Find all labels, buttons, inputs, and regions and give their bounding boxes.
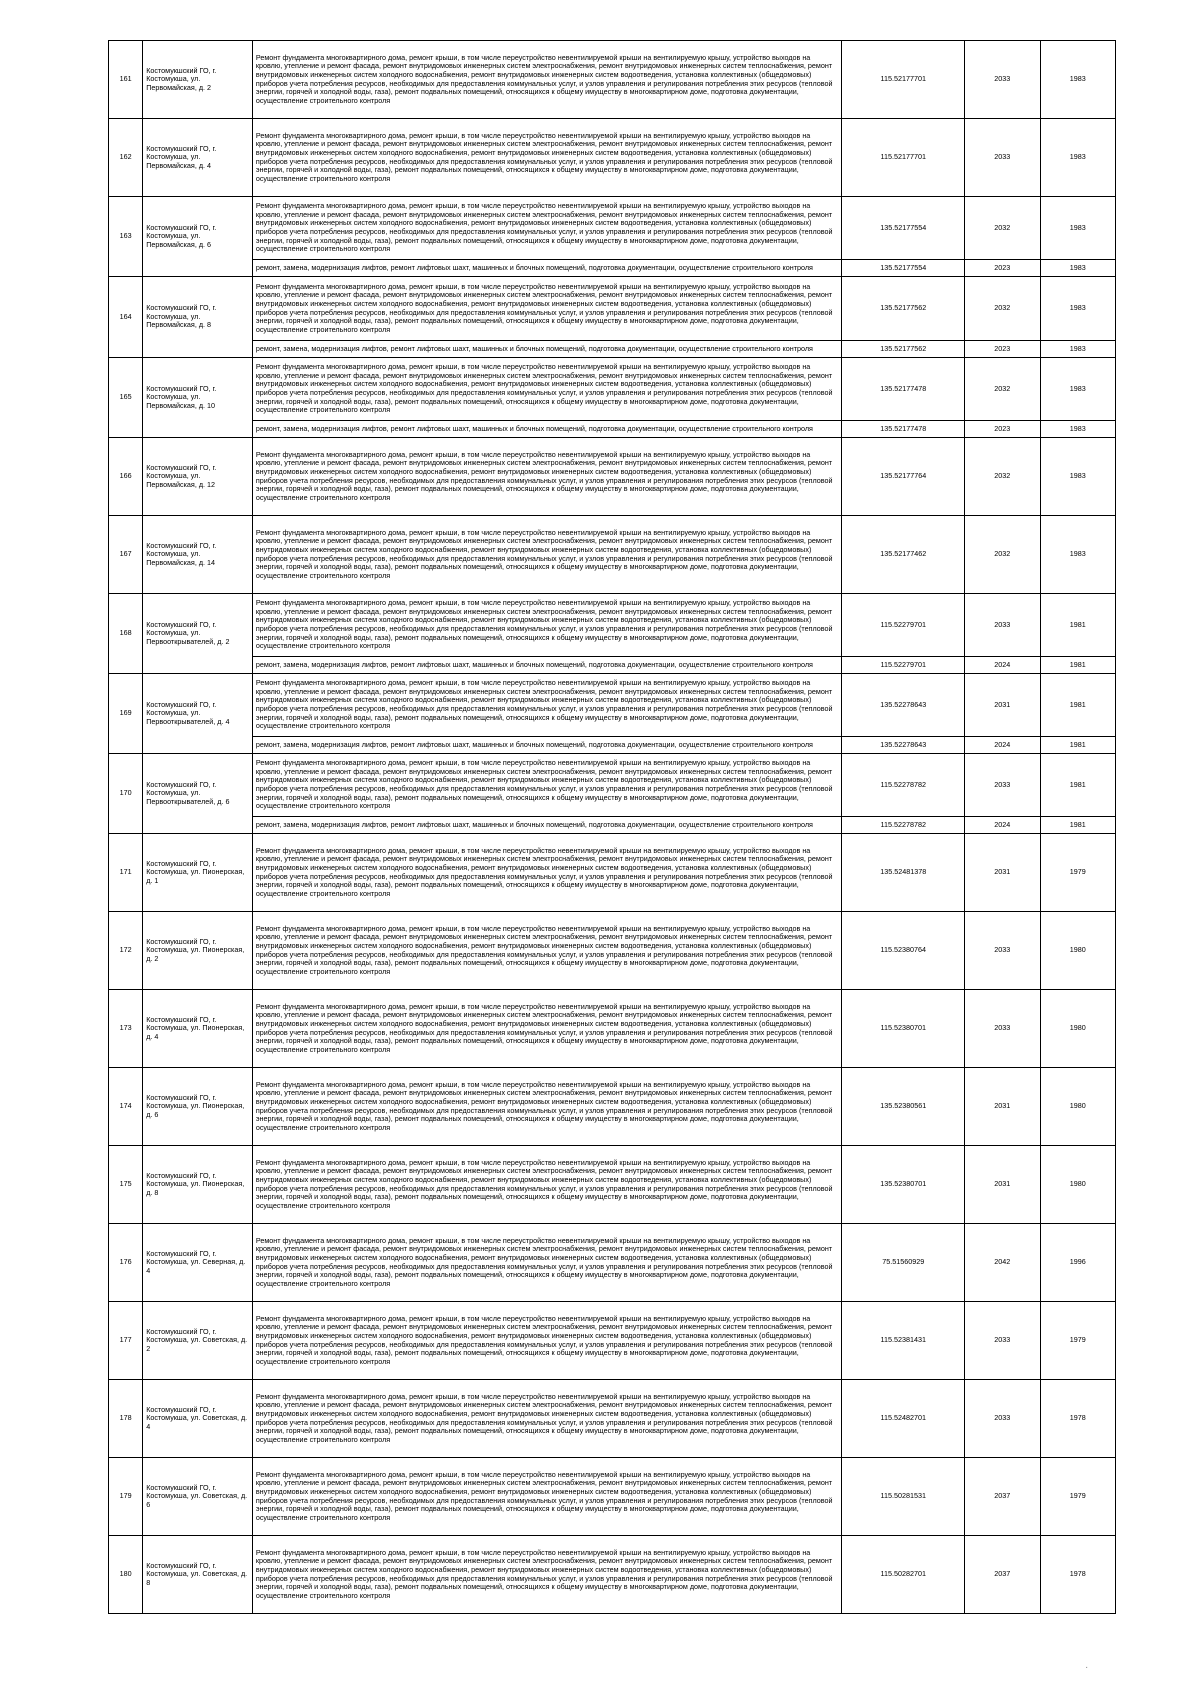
planned-year: 2032 <box>965 438 1040 516</box>
unit-cost: 115.52482701 <box>842 1380 965 1458</box>
build-year: 1978 <box>1040 1536 1116 1614</box>
planned-year: 2031 <box>965 1068 1040 1146</box>
table-row <box>109 197 1116 260</box>
table-row <box>109 754 1116 817</box>
planned-year: 2031 <box>965 834 1040 912</box>
house-address: Костомукшский ГО, г. Костомукша, ул. Пионерская, д. 2 <box>143 912 253 990</box>
row-number: 162 <box>109 119 143 197</box>
works-description: Ремонт фундамента многоквартирного дома, ремонт крыши, в том числе переустройство невентилируемой крыши на вентилируемую крышу, устройство выходов на кровлю, утепление и ремонт фасада, ремонт внутридомовых инженерных систем электроснабжения, ремонт внутридомовых инженерных систем теплоснабжения, ремонт внутридомовых инженерных систем холодного водоснабжения, ремонт внутридомовых инженерных систем водоотведения, установка коллективных (общедомовых) приборов учета потребления ресурсов, необходимых для предоставления коммунальных услуг, и узлов управления и регулирования потребления этих ресурсов (тепловой энергии, горячей и холодной воды, газа), ремонт подвальных помещений, относящихся к общему имуществу в многоквартирном доме, подготовка документации, осуществление строительного контроля <box>252 197 842 260</box>
table-row-lift <box>109 657 1116 674</box>
unit-cost: 115.52380764 <box>842 912 965 990</box>
unit-cost: 135.52177764 <box>842 438 965 516</box>
works-description: Ремонт фундамента многоквартирного дома, ремонт крыши, в том числе переустройство невентилируемой крыши на вентилируемую крышу, устройство выходов на кровлю, утепление и ремонт фасада, ремонт внутридомовых инженерных систем электроснабжения, ремонт внутридомовых инженерных систем теплоснабжения, ремонт внутридомовых инженерных систем холодного водоснабжения, ремонт внутридомовых инженерных систем водоотведения, установка коллективных (общедомовых) приборов учета потребления ресурсов, необходимых для предоставления коммунальных услуг, и узлов управления и регулирования потребления этих ресурсов (тепловой энергии, горячей и холодной воды, газа), ремонт подвальных помещений, относящихся к общему имуществу в многоквартирном доме, подготовка документации, осуществление строительного контроля <box>252 1380 842 1458</box>
table-row-lift <box>109 421 1116 438</box>
row-number: 170 <box>109 754 143 834</box>
build-year: 1981 <box>1040 674 1116 737</box>
row-number: 176 <box>109 1224 143 1302</box>
lift-planned-year: 2024 <box>965 737 1040 754</box>
row-number: 169 <box>109 674 143 754</box>
lift-build-year: 1981 <box>1040 657 1116 674</box>
works-description: Ремонт фундамента многоквартирного дома, ремонт крыши, в том числе переустройство невентилируемой крыши на вентилируемую крышу, устройство выходов на кровлю, утепление и ремонт фасада, ремонт внутридомовых инженерных систем электроснабжения, ремонт внутридомовых инженерных систем теплоснабжения, ремонт внутридомовых инженерных систем холодного водоснабжения, ремонт внутридомовых инженерных систем водоотведения, установка коллективных (общедомовых) приборов учета потребления ресурсов, необходимых для предоставления коммунальных услуг, и узлов управления и регулирования потребления этих ресурсов (тепловой энергии, горячей и холодной воды, газа), ремонт подвальных помещений, относящихся к общему имуществу в многоквартирном доме, подготовка документации, осуществление строительного контроля <box>252 516 842 594</box>
table-row <box>109 1380 1116 1458</box>
lift-unit-cost: 135.52177562 <box>842 341 965 358</box>
works-description: Ремонт фундамента многоквартирного дома, ремонт крыши, в том числе переустройство невентилируемой крыши на вентилируемую крышу, устройство выходов на кровлю, утепление и ремонт фасада, ремонт внутридомовых инженерных систем электроснабжения, ремонт внутридомовых инженерных систем теплоснабжения, ремонт внутридомовых инженерных систем холодного водоснабжения, ремонт внутридомовых инженерных систем водоотведения, установка коллективных (общедомовых) приборов учета потребления ресурсов, необходимых для предоставления коммунальных услуг, и узлов управления и регулирования потребления этих ресурсов (тепловой энергии, горячей и холодной воды, газа), ремонт подвальных помещений, относящихся к общему имуществу в многоквартирном доме, подготовка документации, осуществление строительного контроля <box>252 1224 842 1302</box>
house-address: Костомукшский ГО, г. Костомукша, ул. Первооткрывателей, д. 2 <box>143 594 253 674</box>
planned-year: 2037 <box>965 1536 1040 1614</box>
planned-year: 2032 <box>965 277 1040 341</box>
table-row <box>109 516 1116 594</box>
row-number: 163 <box>109 197 143 277</box>
row-number: 167 <box>109 516 143 594</box>
build-year: 1980 <box>1040 912 1116 990</box>
lift-works-description: ремонт, замена, модернизация лифтов, ремонт лифтовых шахт, машинных и блочных помещений, подготовка документации, осуществление строительного контроля <box>252 421 842 438</box>
lift-build-year: 1981 <box>1040 737 1116 754</box>
lift-works-description: ремонт, замена, модернизация лифтов, ремонт лифтовых шахт, машинных и блочных помещений, подготовка документации, осуществление строительного контроля <box>252 737 842 754</box>
build-year: 1983 <box>1040 358 1116 421</box>
lift-unit-cost: 135.52278643 <box>842 737 965 754</box>
build-year: 1979 <box>1040 1458 1116 1536</box>
table-row <box>109 119 1116 197</box>
build-year: 1980 <box>1040 990 1116 1068</box>
row-number: 168 <box>109 594 143 674</box>
lift-build-year: 1981 <box>1040 817 1116 834</box>
works-description: Ремонт фундамента многоквартирного дома, ремонт крыши, в том числе переустройство невентилируемой крыши на вентилируемую крышу, устройство выходов на кровлю, утепление и ремонт фасада, ремонт внутридомовых инженерных систем электроснабжения, ремонт внутридомовых инженерных систем теплоснабжения, ремонт внутридомовых инженерных систем холодного водоснабжения, ремонт внутридомовых инженерных систем водоотведения, установка коллективных (общедомовых) приборов учета потребления ресурсов, необходимых для предоставления коммунальных услуг, и узлов управления и регулирования потребления этих ресурсов (тепловой энергии, горячей и холодной воды, газа), ремонт подвальных помещений, относящихся к общему имуществу в многоквартирном доме, подготовка документации, осуществление строительного контроля <box>252 1536 842 1614</box>
lift-unit-cost: 115.52279701 <box>842 657 965 674</box>
lift-build-year: 1983 <box>1040 421 1116 438</box>
unit-cost: 135.52177562 <box>842 277 965 341</box>
build-year: 1983 <box>1040 438 1116 516</box>
row-number: 172 <box>109 912 143 990</box>
house-address: Костомукшский ГО, г. Костомукша, ул. Пионерская, д. 1 <box>143 834 253 912</box>
table-row <box>109 1068 1116 1146</box>
table-row <box>109 1146 1116 1224</box>
lift-planned-year: 2023 <box>965 421 1040 438</box>
row-number: 171 <box>109 834 143 912</box>
unit-cost: 135.52177478 <box>842 358 965 421</box>
row-number: 180 <box>109 1536 143 1614</box>
lift-unit-cost: 135.52177554 <box>842 260 965 277</box>
planned-year: 2032 <box>965 197 1040 260</box>
build-year: 1983 <box>1040 41 1116 119</box>
house-address: Костомукшский ГО, г. Костомукша, ул. Советская, д. 4 <box>143 1380 253 1458</box>
planned-year: 2031 <box>965 674 1040 737</box>
build-year: 1979 <box>1040 834 1116 912</box>
works-description: Ремонт фундамента многоквартирного дома, ремонт крыши, в том числе переустройство невентилируемой крыши на вентилируемую крышу, устройство выходов на кровлю, утепление и ремонт фасада, ремонт внутридомовых инженерных систем электроснабжения, ремонт внутридомовых инженерных систем теплоснабжения, ремонт внутридомовых инженерных систем холодного водоснабжения, ремонт внутридомовых инженерных систем водоотведения, установка коллективных (общедомовых) приборов учета потребления ресурсов, необходимых для предоставления коммунальных услуг, и узлов управления и регулирования потребления этих ресурсов (тепловой энергии, горячей и холодной воды, газа), ремонт подвальных помещений, относящихся к общему имуществу в многоквартирном доме, подготовка документации, осуществление строительного контроля <box>252 1458 842 1536</box>
house-address: Костомукшский ГО, г. Костомукша, ул. Первомайская, д. 14 <box>143 516 253 594</box>
works-description: Ремонт фундамента многоквартирного дома, ремонт крыши, в том числе переустройство невентилируемой крыши на вентилируемую крышу, устройство выходов на кровлю, утепление и ремонт фасада, ремонт внутридомовых инженерных систем электроснабжения, ремонт внутридомовых инженерных систем теплоснабжения, ремонт внутридомовых инженерных систем холодного водоснабжения, ремонт внутридомовых инженерных систем водоотведения, установка коллективных (общедомовых) приборов учета потребления ресурсов, необходимых для предоставления коммунальных услуг, и узлов управления и регулирования потребления этих ресурсов (тепловой энергии, горячей и холодной воды, газа), ремонт подвальных помещений, относящихся к общему имуществу в многоквартирном доме, подготовка документации, осуществление строительного контроля <box>252 277 842 341</box>
house-address: Костомукшский ГО, г. Костомукша, ул. Первомайская, д. 6 <box>143 197 253 277</box>
row-number: 166 <box>109 438 143 516</box>
works-description: Ремонт фундамента многоквартирного дома, ремонт крыши, в том числе переустройство невентилируемой крыши на вентилируемую крышу, устройство выходов на кровлю, утепление и ремонт фасада, ремонт внутридомовых инженерных систем электроснабжения, ремонт внутридомовых инженерных систем теплоснабжения, ремонт внутридомовых инженерных систем холодного водоснабжения, ремонт внутридомовых инженерных систем водоотведения, установка коллективных (общедомовых) приборов учета потребления ресурсов, необходимых для предоставления коммунальных услуг, и узлов управления и регулирования потребления этих ресурсов (тепловой энергии, горячей и холодной воды, газа), ремонт подвальных помещений, относящихся к общему имуществу в многоквартирном доме, подготовка документации, осуществление строительного контроля <box>252 119 842 197</box>
unit-cost: 115.52380701 <box>842 990 965 1068</box>
works-description: Ремонт фундамента многоквартирного дома, ремонт крыши, в том числе переустройство невентилируемой крыши на вентилируемую крышу, устройство выходов на кровлю, утепление и ремонт фасада, ремонт внутридомовых инженерных систем электроснабжения, ремонт внутридомовых инженерных систем теплоснабжения, ремонт внутридомовых инженерных систем холодного водоснабжения, ремонт внутридомовых инженерных систем водоотведения, установка коллективных (общедомовых) приборов учета потребления ресурсов, необходимых для предоставления коммунальных услуг, и узлов управления и регулирования потребления этих ресурсов (тепловой энергии, горячей и холодной воды, газа), ремонт подвальных помещений, относящихся к общему имуществу в многоквартирном доме, подготовка документации, осуществление строительного контроля <box>252 594 842 657</box>
row-number: 179 <box>109 1458 143 1536</box>
build-year: 1980 <box>1040 1146 1116 1224</box>
planned-year: 2032 <box>965 358 1040 421</box>
unit-cost: 135.52380561 <box>842 1068 965 1146</box>
unit-cost: 115.50281531 <box>842 1458 965 1536</box>
table-row <box>109 1536 1116 1614</box>
table-row <box>109 438 1116 516</box>
planned-year: 2037 <box>965 1458 1040 1536</box>
planned-year: 2033 <box>965 990 1040 1068</box>
unit-cost: 115.52279701 <box>842 594 965 657</box>
planned-year: 2033 <box>965 1380 1040 1458</box>
works-description: Ремонт фундамента многоквартирного дома, ремонт крыши, в том числе переустройство невентилируемой крыши на вентилируемую крышу, устройство выходов на кровлю, утепление и ремонт фасада, ремонт внутридомовых инженерных систем электроснабжения, ремонт внутридомовых инженерных систем теплоснабжения, ремонт внутридомовых инженерных систем холодного водоснабжения, ремонт внутридомовых инженерных систем водоотведения, установка коллективных (общедомовых) приборов учета потребления ресурсов, необходимых для предоставления коммунальных услуг, и узлов управления и регулирования потребления этих ресурсов (тепловой энергии, горячей и холодной воды, газа), ремонт подвальных помещений, относящихся к общему имуществу в многоквартирном доме, подготовка документации, осуществление строительного контроля <box>252 754 842 817</box>
table-row-lift <box>109 737 1116 754</box>
unit-cost: 135.52278643 <box>842 674 965 737</box>
build-year: 1978 <box>1040 1380 1116 1458</box>
planned-year: 2033 <box>965 912 1040 990</box>
unit-cost: 115.52177701 <box>842 41 965 119</box>
house-address: Костомукшский ГО, г. Костомукша, ул. Первомайская, д. 4 <box>143 119 253 197</box>
lift-works-description: ремонт, замена, модернизация лифтов, ремонт лифтовых шахт, машинных и блочных помещений, подготовка документации, осуществление строительного контроля <box>252 260 842 277</box>
house-address: Костомукшский ГО, г. Костомукша, ул. Первооткрывателей, д. 4 <box>143 674 253 754</box>
works-description: Ремонт фундамента многоквартирного дома, ремонт крыши, в том числе переустройство невентилируемой крыши на вентилируемую крышу, устройство выходов на кровлю, утепление и ремонт фасада, ремонт внутридомовых инженерных систем электроснабжения, ремонт внутридомовых инженерных систем теплоснабжения, ремонт внутридомовых инженерных систем холодного водоснабжения, ремонт внутридомовых инженерных систем водоотведения, установка коллективных (общедомовых) приборов учета потребления ресурсов, необходимых для предоставления коммунальных услуг, и узлов управления и регулирования потребления этих ресурсов (тепловой энергии, горячей и холодной воды, газа), ремонт подвальных помещений, относящихся к общему имуществу в многоквартирном доме, подготовка документации, осуществление строительного контроля <box>252 41 842 119</box>
planned-year: 2033 <box>965 119 1040 197</box>
planned-year: 2042 <box>965 1224 1040 1302</box>
unit-cost: 115.52381431 <box>842 1302 965 1380</box>
house-address: Костомукшский ГО, г. Костомукша, ул. Советская, д. 8 <box>143 1536 253 1614</box>
row-number: 161 <box>109 41 143 119</box>
unit-cost: 135.52481378 <box>842 834 965 912</box>
house-address: Костомукшский ГО, г. Костомукша, ул. Первомайская, д. 2 <box>143 41 253 119</box>
lift-unit-cost: 135.52177478 <box>842 421 965 438</box>
lift-build-year: 1983 <box>1040 260 1116 277</box>
house-address: Костомукшский ГО, г. Костомукша, ул. Первомайская, д. 10 <box>143 358 253 438</box>
house-address: Костомукшский ГО, г. Костомукша, ул. Северная, д. 4 <box>143 1224 253 1302</box>
table-row <box>109 358 1116 421</box>
table-row <box>109 990 1116 1068</box>
house-address: Костомукшский ГО, г. Костомукша, ул. Первооткрывателей, д. 6 <box>143 754 253 834</box>
build-year: 1983 <box>1040 119 1116 197</box>
build-year: 1983 <box>1040 277 1116 341</box>
works-description: Ремонт фундамента многоквартирного дома, ремонт крыши, в том числе переустройство невентилируемой крыши на вентилируемую крышу, устройство выходов на кровлю, утепление и ремонт фасада, ремонт внутридомовых инженерных систем электроснабжения, ремонт внутридомовых инженерных систем теплоснабжения, ремонт внутридомовых инженерных систем холодного водоснабжения, ремонт внутридомовых инженерных систем водоотведения, установка коллективных (общедомовых) приборов учета потребления ресурсов, необходимых для предоставления коммунальных услуг, и узлов управления и регулирования потребления этих ресурсов (тепловой энергии, горячей и холодной воды, газа), ремонт подвальных помещений, относящихся к общему имуществу в многоквартирном доме, подготовка документации, осуществление строительного контроля <box>252 1146 842 1224</box>
table-row-lift <box>109 341 1116 358</box>
table-row <box>109 41 1116 119</box>
house-address: Костомукшский ГО, г. Костомукша, ул. Пионерская, д. 8 <box>143 1146 253 1224</box>
table-row <box>109 1458 1116 1536</box>
build-year: 1980 <box>1040 1068 1116 1146</box>
table-row-lift <box>109 817 1116 834</box>
build-year: 1983 <box>1040 516 1116 594</box>
capital-repair-table <box>108 40 1116 1614</box>
house-address: Костомукшский ГО, г. Костомукша, ул. Первомайская, д. 12 <box>143 438 253 516</box>
lift-works-description: ремонт, замена, модернизация лифтов, ремонт лифтовых шахт, машинных и блочных помещений, подготовка документации, осуществление строительного контроля <box>252 341 842 358</box>
unit-cost: 75.51560929 <box>842 1224 965 1302</box>
works-description: Ремонт фундамента многоквартирного дома, ремонт крыши, в том числе переустройство невентилируемой крыши на вентилируемую крышу, устройство выходов на кровлю, утепление и ремонт фасада, ремонт внутридомовых инженерных систем электроснабжения, ремонт внутридомовых инженерных систем теплоснабжения, ремонт внутридомовых инженерных систем холодного водоснабжения, ремонт внутридомовых инженерных систем водоотведения, установка коллективных (общедомовых) приборов учета потребления ресурсов, необходимых для предоставления коммунальных услуг, и узлов управления и регулирования потребления этих ресурсов (тепловой энергии, горячей и холодной воды, газа), ремонт подвальных помещений, относящихся к общему имуществу в многоквартирном доме, подготовка документации, осуществление строительного контроля <box>252 834 842 912</box>
table-row <box>109 674 1116 737</box>
table-body <box>109 41 1116 1614</box>
unit-cost: 135.52177554 <box>842 197 965 260</box>
lift-unit-cost: 115.52278782 <box>842 817 965 834</box>
house-address: Костомукшский ГО, г. Костомукша, ул. Первомайская, д. 8 <box>143 277 253 358</box>
table-row-lift <box>109 260 1116 277</box>
works-description: Ремонт фундамента многоквартирного дома, ремонт крыши, в том числе переустройство невентилируемой крыши на вентилируемую крышу, устройство выходов на кровлю, утепление и ремонт фасада, ремонт внутридомовых инженерных систем электроснабжения, ремонт внутридомовых инженерных систем теплоснабжения, ремонт внутридомовых инженерных систем холодного водоснабжения, ремонт внутридомовых инженерных систем водоотведения, установка коллективных (общедомовых) приборов учета потребления ресурсов, необходимых для предоставления коммунальных услуг, и узлов управления и регулирования потребления этих ресурсов (тепловой энергии, горячей и холодной воды, газа), ремонт подвальных помещений, относящихся к общему имуществу в многоквартирном доме, подготовка документации, осуществление строительного контроля <box>252 438 842 516</box>
unit-cost: 115.52177701 <box>842 119 965 197</box>
works-description: Ремонт фундамента многоквартирного дома, ремонт крыши, в том числе переустройство невентилируемой крыши на вентилируемую крышу, устройство выходов на кровлю, утепление и ремонт фасада, ремонт внутридомовых инженерных систем электроснабжения, ремонт внутридомовых инженерных систем теплоснабжения, ремонт внутридомовых инженерных систем холодного водоснабжения, ремонт внутридомовых инженерных систем водоотведения, установка коллективных (общедомовых) приборов учета потребления ресурсов, необходимых для предоставления коммунальных услуг, и узлов управления и регулирования потребления этих ресурсов (тепловой энергии, горячей и холодной воды, газа), ремонт подвальных помещений, относящихся к общему имуществу в многоквартирном доме, подготовка документации, осуществление строительного контроля <box>252 674 842 737</box>
planned-year: 2032 <box>965 516 1040 594</box>
build-year: 1981 <box>1040 754 1116 817</box>
lift-planned-year: 2024 <box>965 817 1040 834</box>
row-number: 178 <box>109 1380 143 1458</box>
lift-works-description: ремонт, замена, модернизация лифтов, ремонт лифтовых шахт, машинных и блочных помещений, подготовка документации, осуществление строительного контроля <box>252 817 842 834</box>
row-number: 165 <box>109 358 143 438</box>
house-address: Костомукшский ГО, г. Костомукша, ул. Пионерская, д. 6 <box>143 1068 253 1146</box>
table-row <box>109 1302 1116 1380</box>
row-number: 164 <box>109 277 143 358</box>
lift-planned-year: 2023 <box>965 341 1040 358</box>
house-address: Костомукшский ГО, г. Костомукша, ул. Советская, д. 6 <box>143 1458 253 1536</box>
table-row <box>109 834 1116 912</box>
unit-cost: 115.52278782 <box>842 754 965 817</box>
house-address: Костомукшский ГО, г. Костомукша, ул. Советская, д. 2 <box>143 1302 253 1380</box>
build-year: 1979 <box>1040 1302 1116 1380</box>
row-number: 173 <box>109 990 143 1068</box>
unit-cost: 135.52177462 <box>842 516 965 594</box>
works-description: Ремонт фундамента многоквартирного дома, ремонт крыши, в том числе переустройство невентилируемой крыши на вентилируемую крышу, устройство выходов на кровлю, утепление и ремонт фасада, ремонт внутридомовых инженерных систем электроснабжения, ремонт внутридомовых инженерных систем теплоснабжения, ремонт внутридомовых инженерных систем холодного водоснабжения, ремонт внутридомовых инженерных систем водоотведения, установка коллективных (общедомовых) приборов учета потребления ресурсов, необходимых для предоставления коммунальных услуг, и узлов управления и регулирования потребления этих ресурсов (тепловой энергии, горячей и холодной воды, газа), ремонт подвальных помещений, относящихся к общему имуществу в многоквартирном доме, подготовка документации, осуществление строительного контроля <box>252 1068 842 1146</box>
table-row <box>109 1224 1116 1302</box>
row-number: 175 <box>109 1146 143 1224</box>
table-row <box>109 912 1116 990</box>
table-row <box>109 594 1116 657</box>
planned-year: 2033 <box>965 1302 1040 1380</box>
page-speck: · <box>1085 1662 1089 1673</box>
planned-year: 2033 <box>965 754 1040 817</box>
row-number: 177 <box>109 1302 143 1380</box>
planned-year: 2031 <box>965 1146 1040 1224</box>
lift-works-description: ремонт, замена, модернизация лифтов, ремонт лифтовых шахт, машинных и блочных помещений, подготовка документации, осуществление строительного контроля <box>252 657 842 674</box>
lift-build-year: 1983 <box>1040 341 1116 358</box>
table-row <box>109 277 1116 341</box>
house-address: Костомукшский ГО, г. Костомукша, ул. Пионерская, д. 4 <box>143 990 253 1068</box>
lift-planned-year: 2024 <box>965 657 1040 674</box>
planned-year: 2033 <box>965 41 1040 119</box>
lift-planned-year: 2023 <box>965 260 1040 277</box>
build-year: 1981 <box>1040 594 1116 657</box>
unit-cost: 135.52380701 <box>842 1146 965 1224</box>
works-description: Ремонт фундамента многоквартирного дома, ремонт крыши, в том числе переустройство невентилируемой крыши на вентилируемую крышу, устройство выходов на кровлю, утепление и ремонт фасада, ремонт внутридомовых инженерных систем электроснабжения, ремонт внутридомовых инженерных систем теплоснабжения, ремонт внутридомовых инженерных систем холодного водоснабжения, ремонт внутридомовых инженерных систем водоотведения, установка коллективных (общедомовых) приборов учета потребления ресурсов, необходимых для предоставления коммунальных услуг, и узлов управления и регулирования потребления этих ресурсов (тепловой энергии, горячей и холодной воды, газа), ремонт подвальных помещений, относящихся к общему имуществу в многоквартирном доме, подготовка документации, осуществление строительного контроля <box>252 990 842 1068</box>
row-number: 174 <box>109 1068 143 1146</box>
build-year: 1996 <box>1040 1224 1116 1302</box>
unit-cost: 115.50282701 <box>842 1536 965 1614</box>
works-description: Ремонт фундамента многоквартирного дома, ремонт крыши, в том числе переустройство невентилируемой крыши на вентилируемую крышу, устройство выходов на кровлю, утепление и ремонт фасада, ремонт внутридомовых инженерных систем электроснабжения, ремонт внутридомовых инженерных систем теплоснабжения, ремонт внутридомовых инженерных систем холодного водоснабжения, ремонт внутридомовых инженерных систем водоотведения, установка коллективных (общедомовых) приборов учета потребления ресурсов, необходимых для предоставления коммунальных услуг, и узлов управления и регулирования потребления этих ресурсов (тепловой энергии, горячей и холодной воды, газа), ремонт подвальных помещений, относящихся к общему имуществу в многоквартирном доме, подготовка документации, осуществление строительного контроля <box>252 912 842 990</box>
planned-year: 2033 <box>965 594 1040 657</box>
build-year: 1983 <box>1040 197 1116 260</box>
works-description: Ремонт фундамента многоквартирного дома, ремонт крыши, в том числе переустройство невентилируемой крыши на вентилируемую крышу, устройство выходов на кровлю, утепление и ремонт фасада, ремонт внутридомовых инженерных систем электроснабжения, ремонт внутридомовых инженерных систем теплоснабжения, ремонт внутридомовых инженерных систем холодного водоснабжения, ремонт внутридомовых инженерных систем водоотведения, установка коллективных (общедомовых) приборов учета потребления ресурсов, необходимых для предоставления коммунальных услуг, и узлов управления и регулирования потребления этих ресурсов (тепловой энергии, горячей и холодной воды, газа), ремонт подвальных помещений, относящихся к общему имуществу в многоквартирном доме, подготовка документации, осуществление строительного контроля <box>252 1302 842 1380</box>
works-description: Ремонт фундамента многоквартирного дома, ремонт крыши, в том числе переустройство невентилируемой крыши на вентилируемую крышу, устройство выходов на кровлю, утепление и ремонт фасада, ремонт внутридомовых инженерных систем электроснабжения, ремонт внутридомовых инженерных систем теплоснабжения, ремонт внутридомовых инженерных систем холодного водоснабжения, ремонт внутридомовых инженерных систем водоотведения, установка коллективных (общедомовых) приборов учета потребления ресурсов, необходимых для предоставления коммунальных услуг, и узлов управления и регулирования потребления этих ресурсов (тепловой энергии, горячей и холодной воды, газа), ремонт подвальных помещений, относящихся к общему имуществу в многоквартирном доме, подготовка документации, осуществление строительного контроля <box>252 358 842 421</box>
